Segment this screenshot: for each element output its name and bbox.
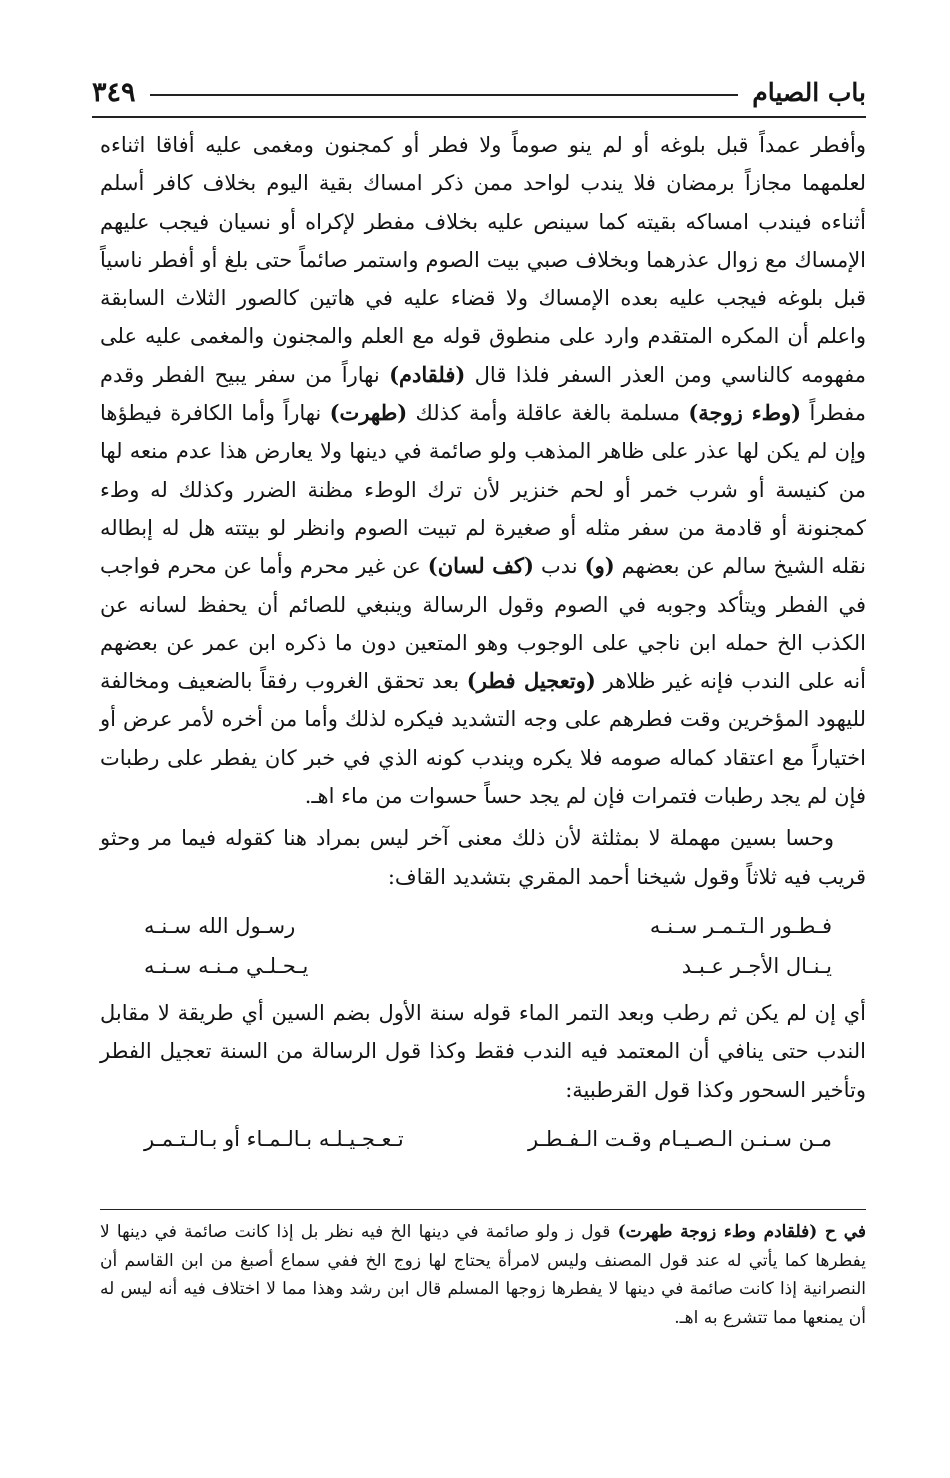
keyword-tajil-fitr: (وتعجيل فطر) xyxy=(466,668,596,694)
keyword-waw: (و) xyxy=(584,553,615,579)
page-number: ٣٤٩ xyxy=(92,76,136,108)
text-run: مسلمة بالغة عاقلة وأمة كذلك xyxy=(407,401,689,426)
keyword-tahurat: (طهرت) xyxy=(329,400,408,426)
keyword-kaff-lisan: (كف لسان) xyxy=(427,553,534,579)
text-run: نهاراً من سفر يبيح الفطر وقدم مفطراً xyxy=(100,362,866,426)
hemistich-left: رسـول الله سـنـه xyxy=(144,913,296,938)
text-run: بعد تحقق الغروب رفقاً بالضعيف ومخالفة لليهود المؤخرين وقت فطرهم على وجه التشديد فيكره لذلك وأما من أخره لأمر عرض أو اختياراً مع اعتقاد كماله صومه فلا يكره ويندب كونه الذي في خبر كان يفطر على رطبات فإن لم يجد رطبات فتمرات فإن لم يجد حساً حسوات من ماء اهـ. xyxy=(100,669,866,809)
footnote-paragraph xyxy=(100,1218,866,1332)
poem-2-line-1 xyxy=(144,1119,832,1159)
paragraph-1 xyxy=(100,126,866,815)
keyword-falqadim: (فلقادم) xyxy=(389,361,466,387)
text-run: نهاراً وأما الكافرة فيطؤها وإن لم يكن لها عذر على ظاهر المذهب ولو صائمة في دينها ولا يعارض هذا عدم منعه لها من كنيسة أو شرب خمر أو لحم خنزير لأن ترك الوطء مظنة الضرر وكذلك له وطء كمجنونة أو قادمة من سفر مثله أو صغيرة لم تبيت الصوم وانظر لو بيتته هل له إبطاله نقله الشيخ سالم عن بعضهم xyxy=(100,401,866,579)
paragraph-2: وحسا بسين مهملة لا بمثلثة لأن ذلك معنى آخر ليس بمراد هنا كقوله فيما مر وحثو قريب فيه ثلاثاً وقول شيخنا أحمد المقري بتشديد القاف: xyxy=(100,826,866,889)
running-header xyxy=(92,72,866,112)
text-run: عن غير محرم وأما عن محرم فواجب في الفطر ويتأكد وجوبه في الصوم وقول الرسالة وينبغي للصائم أن يحفظ لسانه عن الكذب الخ حمله ابن ناجي على الوجوب وهو المتعين دون ما ذكره ابن عمر عن بعضهم أنه على الندب فإنه غير ظلاهر xyxy=(100,554,866,694)
paragraph-3: أي إن لم يكن ثم رطب وبعد التمر الماء قوله سنة الأول بضم السين أي طريقة لا مقابل الندب حتى ينافي أن المعتمد فيه الندب فقط وكذا قول الرسالة من السنة تعجيل الفطر وتأخير السحور وكذا قول القرطبية: xyxy=(100,1000,866,1102)
footnote xyxy=(100,1218,866,1332)
keyword-wat-zawja: (وطء زوجة) xyxy=(688,400,802,426)
poem-1 xyxy=(100,906,866,986)
text-run: وأفطر عمداً قبل بلوغه أو لم ينو صوماً ولا فطر أو كمجنون ومغمى عليه أفاقا اثناءه لعلمهما مجازاً برمضان فلا يندب لواحد ممن ذكر امساك بقية اليوم بخلاف كافر أسلم أثناءه فيندب امساكه بقيته كما سينص عليه بخلاف مفطر لإكراه أو نسيان فيجب عليهم الإمساك مع زوال عذرهما وبخلاف صبي بيت الصوم واستمر صائماً حتى بلغ أو أفطر ناسياً قبل بلوغه فيجب عليه بعده الإمساك ولا قضاء عليه في هاتين كالصور الثلاث السابقة واعلم أن المكره المتقدم وارد على منطوق قوله مع العلم والمجنون والمغمى عليه على مفهومه كالناسي ومن العذر السفر فلذا قال xyxy=(100,133,866,387)
poem-1-line-2 xyxy=(144,946,832,986)
hemistich-right: فـطـور الـتـمـر سـنـه xyxy=(649,913,832,938)
chapter-title: باب الصيام xyxy=(752,77,866,107)
footnote-lemma: في ح (فلقادم وطء زوجة طهرت) xyxy=(617,1222,867,1242)
hemistich-left: تـعـجـيـلـه بـالـمـاء أو بـالـتـمـر xyxy=(144,1126,404,1151)
main-text xyxy=(100,126,866,1159)
hemistich-left: يـحـلـي مـنـه سـنـه xyxy=(144,953,309,978)
text-run: ندب xyxy=(533,554,585,579)
footnote-divider xyxy=(100,1209,866,1210)
hemistich-right: يـنـال الأجـر عـبـد xyxy=(681,953,832,978)
hemistich-right: مـن سـنـن الـصـيـام وقـت الـفـطـر xyxy=(527,1126,832,1151)
poem-1-line-1 xyxy=(144,906,832,946)
poem-2 xyxy=(100,1119,866,1159)
header-rule xyxy=(150,94,739,96)
header-divider xyxy=(92,116,866,118)
footnote-text: قول ز ولو صائمة في دينها الخ فيه نظر بل إذا كانت صائمة في دينها لا يفطرها كما يأتي له عند قول المصنف وليس لامرأة يحتاج لها زوج الخ ففي سماع أصبغ من ابن القاسم أن النصرانية إذا كانت صائمة في دينها لا يفطرها زوجها المسلم قال ابن رشد وهذا مما لا اختلاف فيه أنه ليس له أن يمنعها مما تتشرع به اهـ. xyxy=(100,1222,866,1328)
